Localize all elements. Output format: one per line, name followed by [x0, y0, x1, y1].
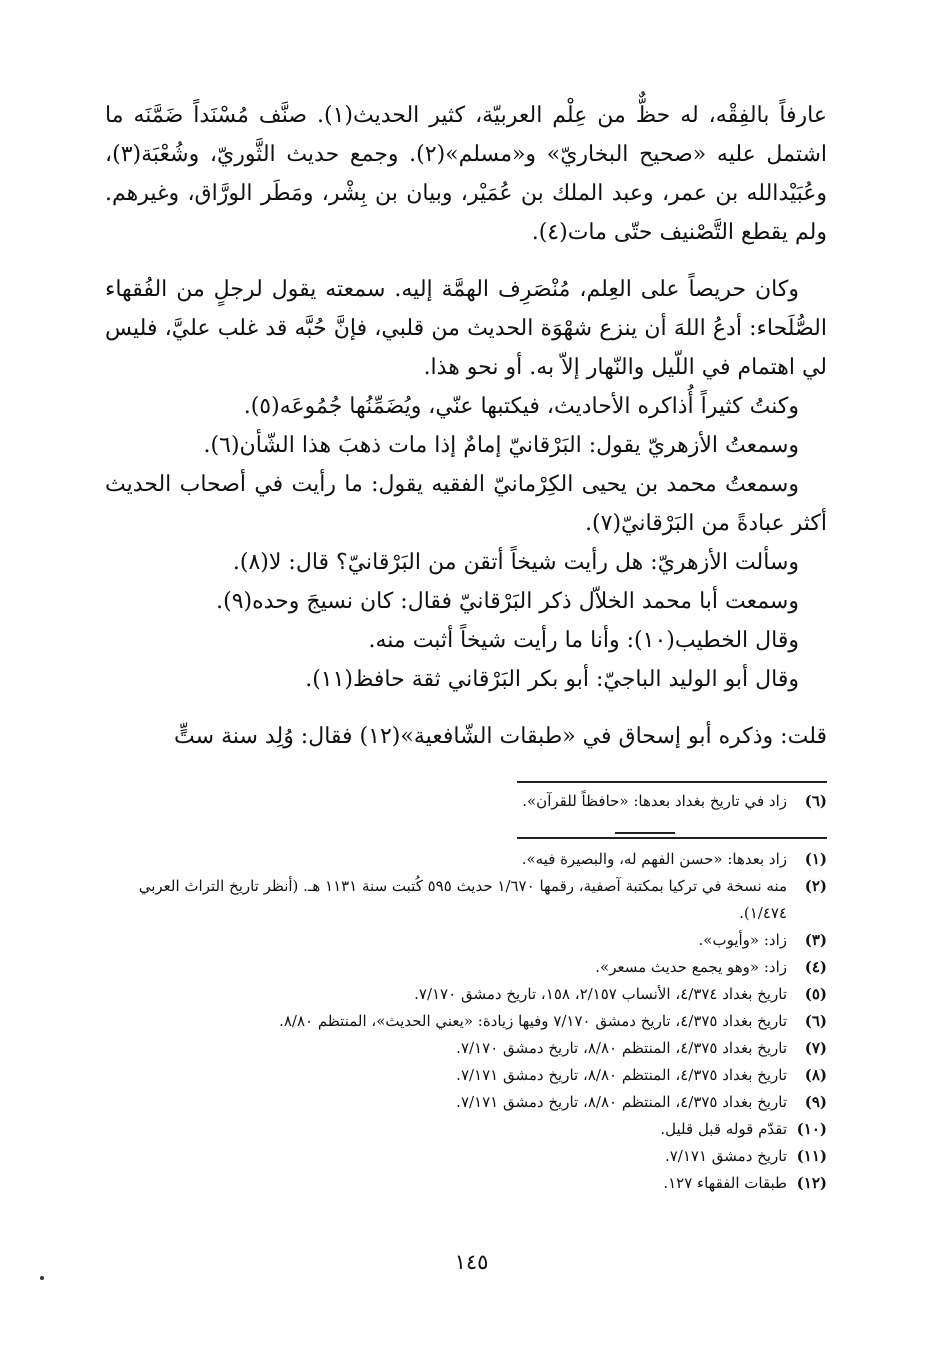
- footnote-text: تاريخ بغداد ٤/٣٧٥، المنتظم ٨/٨٠، تاريخ دمشق ٧/١٧١.: [456, 1093, 787, 1111]
- footnote: [108, 1089, 827, 1116]
- paragraph: وكنتُ كثيراً أُذاكره الأحاديث، فيكتبها عنّي، ويُضَمِّنُها جُمُوعَه(٥).: [243, 394, 799, 419]
- footnotes: [108, 846, 827, 1197]
- footnote: [108, 1143, 827, 1170]
- footnote-number: (٢): [804, 877, 827, 895]
- footnote: [108, 1008, 827, 1035]
- footnote-text: تاريخ بغداد ٤/٣٧٤، الأنساب ٢/١٥٧، ١٥٨، تاريخ دمشق ٧/١٧٠.: [414, 985, 787, 1003]
- footnote-number: (٨): [804, 1066, 827, 1084]
- scan-speck: [40, 1276, 44, 1280]
- footnote: [108, 873, 827, 927]
- footnote-text: طبقات الفقهاء ١٢٧.: [663, 1174, 787, 1192]
- paragraph: وقال أبو الوليد الباجيّ: أبو بكر البَرْقاني ثقة حافظ(١١).: [305, 667, 799, 692]
- footnotes-continued: [108, 788, 827, 815]
- footnote: [108, 981, 827, 1008]
- footnote: [108, 954, 827, 981]
- footnote-text: زاد في تاريخ بغداد بعدها: «حافظاً للقرآن».: [522, 792, 787, 810]
- footnote-separator-bottom: [517, 837, 827, 839]
- footnote-text: منه نسخة في تركيا بمكتبة آصفية، رقمها ١/٦٧٠ حديث ٥٩٥ كُتبت سنة ١١٣١ هـ. (أنظر تاريخ التراث العربي ١/٤٧٤).: [138, 877, 787, 922]
- paragraph: وسمعتُ محمد بن يحيى الكِرْمانيّ الفقيه يقول: ما رأيت في أصحاب الحديث أكثر عبادةً من البَرْقانيّ(٧).: [105, 472, 827, 536]
- footnote-number: (٧): [804, 1039, 827, 1057]
- footnote-number: (٤): [804, 958, 827, 976]
- paragraph: قلت: وذكره أبو إسحاق في «طبقات الشّافعية»(١٢) فقال: وُلِد سنة ستٍّ: [174, 724, 827, 749]
- main-text: [105, 96, 827, 756]
- paragraph: وسمعت أبا محمد الخلاّل ذكر البَرْقانيّ فقال: كان نسيجَ وحده(٩).: [216, 589, 799, 614]
- footnote-text: تقدّم قوله قبل قليل.: [660, 1120, 787, 1138]
- paragraph: وسمعتُ الأزهريّ يقول: البَرْقانيّ إمامٌ إذا مات ذهبَ هذا الشّأن(٦).: [203, 433, 799, 458]
- footnote-separator-short: [615, 832, 675, 834]
- footnote: [108, 1116, 827, 1143]
- footnote-separator-top: [517, 781, 827, 783]
- footnote-text: تاريخ دمشق ٧/١٧١.: [664, 1147, 787, 1165]
- footnote-number: (١): [804, 850, 827, 868]
- paragraph: وسألت الأزهريّ: هل رأيت شيخاً أتقن من البَرْقانيّ؟ قال: لا(٨).: [232, 550, 799, 575]
- footnote-text: تاريخ بغداد ٤/٣٧٥، المنتظم ٨/٨٠، تاريخ دمشق ٧/١٧١.: [456, 1066, 787, 1084]
- footnote: [108, 1062, 827, 1089]
- paragraph: عارفاً بالفِقْه، له حظٌّ من عِلْم العربيّة، كثير الحديث(١). صنَّف مُسْنَداً ضَمَّنَه ما اشتمل عليه «صحيح البخاريّ» و«مسلم»(٢). وجمع حديث الثَّوريّ، وشُعْبَة(٣)، وعُبَيْدالله بن عمر، وعبد الملك بن عُمَيْر، وبيان بن بِشْر، ومَطَر الورَّاق، وغيرهم. ولم يقطع التَّصْنيف حتّى مات(٤).: [105, 103, 828, 245]
- paragraph: وكان حريصاً على العِلم، مُنْصَرِف الهمَّة إليه. سمعته يقول لرجلٍ من الفُقهاء الصُّلَحاء: أدعُ اللهَ أن ينزع شهْوَة الحديث من قلبي، فإنَّ حُبَّه قد غلب عليَّ، فليس لي اهتمام في اللّيل والنّهار إلاّ به. أو نحو هذا.: [105, 277, 827, 380]
- footnote-text: زاد: «وهو يجمع حديث مسعر».: [595, 958, 787, 976]
- footnote-number: (٥): [804, 985, 827, 1003]
- footnote: [108, 927, 827, 954]
- footnote-number: (٦): [804, 792, 827, 810]
- footnote-text: زاد بعدها: «حسن الفهم له، والبصيرة فيه».: [521, 850, 787, 868]
- footnote-number: (٣): [804, 931, 827, 949]
- page-number: ١٤٥: [454, 1250, 489, 1274]
- footnote: [108, 1035, 827, 1062]
- footnote-number: (١٠): [796, 1120, 827, 1138]
- footnote-number: (٦): [804, 1012, 827, 1030]
- footnote: [108, 1170, 827, 1197]
- paragraph: وقال الخطيب(١٠): وأنا ما رأيت شيخاً أثبت منه.: [368, 628, 799, 653]
- footnote: [108, 788, 827, 815]
- footnote-number: (٩): [804, 1093, 827, 1111]
- footnote-number: (١١): [796, 1147, 827, 1165]
- footnote: [108, 846, 827, 873]
- footnote-text: زاد: «وأيوب».: [698, 931, 787, 949]
- footnote-text: تاريخ بغداد ٤/٣٧٥، المنتظم ٨/٨٠، تاريخ دمشق ٧/١٧٠.: [456, 1039, 787, 1057]
- footnote-number: (١٢): [796, 1174, 827, 1192]
- footnote-text: تاريخ بغداد ٤/٣٧٥، تاريخ دمشق ٧/١٧٠ وفيها زيادة: «يعني الحديث»، المنتظم ٨/٨٠.: [279, 1012, 787, 1030]
